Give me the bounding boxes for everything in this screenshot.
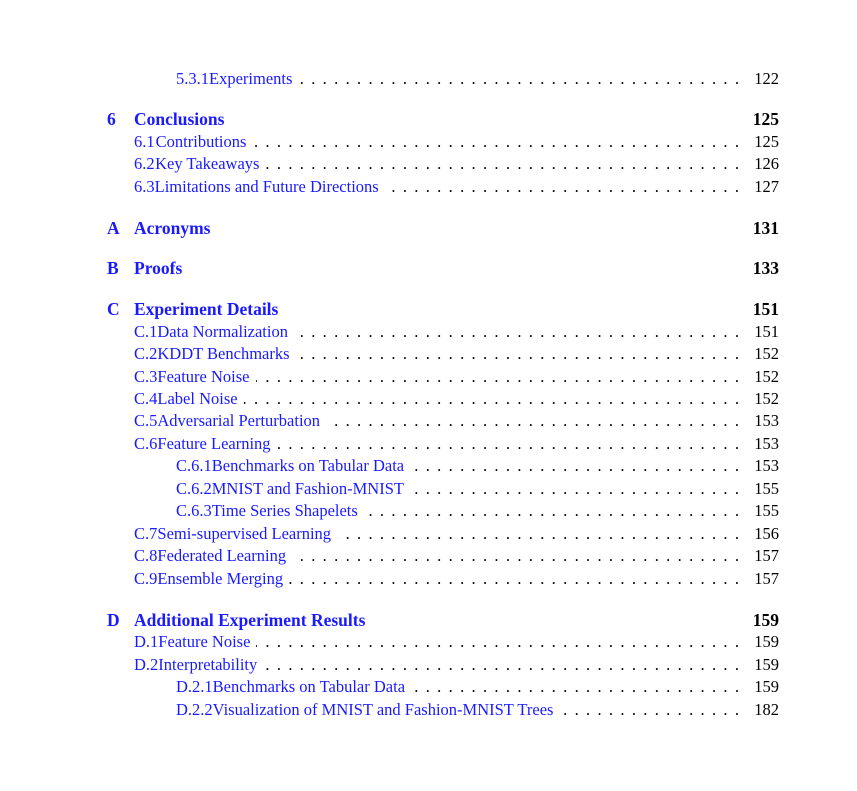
toc-entry-c-7[interactable] <box>107 524 779 546</box>
toc-entry-title[interactable]: KDDT Benchmarks <box>157 344 290 363</box>
toc-entry-page: 182 <box>754 700 779 719</box>
dot-leader <box>263 655 739 675</box>
dot-leader <box>265 154 739 174</box>
dot-leader <box>410 456 739 476</box>
toc-chapter-number: D <box>107 610 120 630</box>
dot-leader <box>411 677 739 697</box>
dot-leader <box>277 434 739 454</box>
dot-leader <box>296 344 739 364</box>
toc-entry-title[interactable]: Limitations and Future Directions <box>154 177 379 196</box>
toc-entry-page: 153 <box>754 411 779 430</box>
toc-chapter-number: B <box>107 258 119 278</box>
dot-leader <box>326 411 739 431</box>
toc-chapter-page: 133 <box>752 258 779 278</box>
toc-entry-c-3[interactable] <box>107 367 779 389</box>
toc-entry-number: C.2 <box>134 344 158 363</box>
toc-chapter-d[interactable] <box>107 610 779 632</box>
toc-chapter-b[interactable] <box>107 258 779 280</box>
toc-entry-title[interactable]: MNIST and Fashion-MNIST <box>211 479 404 498</box>
dot-leader <box>252 132 739 152</box>
toc-entry-title[interactable]: Label Noise <box>157 389 238 408</box>
toc-entry-6-3[interactable] <box>107 177 779 199</box>
toc-entry-c-6-3[interactable] <box>107 501 779 523</box>
toc-entry-page: 157 <box>754 569 779 588</box>
toc-entry-d-2-2[interactable] <box>107 700 779 722</box>
toc-entry-page: 157 <box>754 546 779 565</box>
toc-entry-number: 5.3.1 <box>176 69 209 88</box>
toc-entry-number: C.3 <box>134 367 158 386</box>
toc-entry-c-5[interactable] <box>107 411 779 433</box>
toc-entry-title[interactable]: Feature Noise <box>158 632 251 651</box>
toc-entry-c-1[interactable] <box>107 322 779 344</box>
toc-entry-title[interactable]: Ensemble Merging <box>157 569 284 588</box>
toc-entry-page: 159 <box>754 655 779 674</box>
toc-entry-page: 152 <box>754 344 779 363</box>
toc-entry-number: D.2 <box>134 655 159 674</box>
toc-chapter-number: C <box>107 299 120 319</box>
toc-entry-c-9[interactable] <box>107 569 779 591</box>
toc-entry-title[interactable]: Feature Noise <box>157 367 250 386</box>
dot-leader <box>385 177 739 197</box>
toc-entry-number: C.1 <box>134 322 158 341</box>
toc-entry-number: C.8 <box>134 546 158 565</box>
toc-entry-page: 155 <box>754 479 779 498</box>
dot-leader <box>256 367 740 387</box>
toc-entry-title[interactable]: Contributions <box>155 132 247 151</box>
toc-entry-page: 156 <box>754 524 779 543</box>
toc-chapter-number: 6 <box>107 109 116 129</box>
toc-entry-number: C.9 <box>134 569 158 588</box>
toc-entry-title[interactable]: Benchmarks on Tabular Data <box>212 677 406 696</box>
toc-entry-c-6-1[interactable] <box>107 456 779 478</box>
dot-leader <box>364 501 739 521</box>
toc-entry-page: 151 <box>754 322 779 341</box>
dot-leader <box>244 389 739 409</box>
toc-entry-number: D.2.2 <box>176 700 213 719</box>
toc-entry-6-1[interactable] <box>107 132 779 154</box>
dot-leader <box>256 632 739 652</box>
toc-chapter-title[interactable]: Acronyms <box>134 218 211 238</box>
dot-leader <box>292 546 739 566</box>
dot-leader <box>298 69 739 89</box>
toc-entry-page: 126 <box>754 154 779 173</box>
toc-chapter-page: 131 <box>752 218 779 238</box>
toc-entry-title[interactable]: Experiments <box>209 69 293 88</box>
toc-chapter-title[interactable]: Conclusions <box>134 109 225 129</box>
toc-entry-number: C.7 <box>134 524 158 543</box>
toc-chapter-6[interactable] <box>107 109 779 131</box>
toc-entry-number: 6.2 <box>134 154 155 173</box>
toc-chapter-page: 151 <box>752 299 779 319</box>
toc-entry-number: C.6.1 <box>176 456 212 475</box>
dot-leader <box>337 524 739 544</box>
toc-entry-title[interactable]: Data Normalization <box>157 322 288 341</box>
toc-entry-c-4[interactable] <box>107 389 779 411</box>
toc-entry-number: C.6 <box>134 434 158 453</box>
dot-leader <box>289 569 739 589</box>
toc-entry-page: 159 <box>754 632 779 651</box>
toc-entry-title[interactable]: Benchmarks on Tabular Data <box>211 456 405 475</box>
toc-entry-number: 6.1 <box>134 132 155 151</box>
toc-entry-number: C.6.3 <box>176 501 212 520</box>
toc-entry-page: 125 <box>754 132 779 151</box>
toc-entry-5-3-1[interactable] <box>107 69 779 91</box>
toc-entry-title[interactable]: Semi-supervised Learning <box>157 524 332 543</box>
toc-entry-number: C.5 <box>134 411 158 430</box>
dot-leader <box>410 479 739 499</box>
toc-entry-title[interactable]: Federated Learning <box>157 546 287 565</box>
toc-entry-number: C.4 <box>134 389 158 408</box>
toc-entry-page: 122 <box>754 69 779 88</box>
toc-entry-title[interactable]: Key Takeaways <box>155 154 260 173</box>
toc-entry-page: 155 <box>754 501 779 520</box>
toc-entry-6-2[interactable] <box>107 154 779 176</box>
toc-entry-page: 127 <box>754 177 779 196</box>
toc-entry-title[interactable]: Interpretability <box>158 655 258 674</box>
toc-entry-number: 6.3 <box>134 177 155 196</box>
toc-entry-c-6-2[interactable] <box>107 479 779 501</box>
toc-entry-page: 152 <box>754 389 779 408</box>
toc-entry-number: D.1 <box>134 632 159 651</box>
toc-entry-title[interactable]: Adversarial Perturbation <box>157 411 321 430</box>
toc-entry-title[interactable]: Visualization of MNIST and Fashion-MNIST Trees <box>212 700 554 719</box>
toc-entry-page: 153 <box>754 456 779 475</box>
toc-chapter-page: 125 <box>752 109 779 129</box>
toc-chapter-number: A <box>107 218 120 238</box>
dot-leader <box>559 700 739 720</box>
toc-entry-page: 159 <box>754 677 779 696</box>
toc-entry-d-1[interactable] <box>107 632 779 654</box>
toc-entry-c-2[interactable] <box>107 344 779 366</box>
toc-chapter-c[interactable] <box>107 299 779 321</box>
toc-chapter-title[interactable]: Additional Experiment Results <box>134 610 366 630</box>
toc-chapter-a[interactable] <box>107 218 779 240</box>
toc-entry-d-2-1[interactable] <box>107 677 779 699</box>
toc-entry-number: D.2.1 <box>176 677 213 696</box>
toc-entry-c-6[interactable] <box>107 434 779 456</box>
toc-chapter-title[interactable]: Experiment Details <box>134 299 279 319</box>
dot-leader <box>294 322 739 342</box>
toc-entry-page: 153 <box>754 434 779 453</box>
toc-entry-title[interactable]: Time Series Shapelets <box>211 501 358 520</box>
toc-entry-d-2[interactable] <box>107 655 779 677</box>
toc-chapter-title[interactable]: Proofs <box>134 258 183 278</box>
toc-entry-number: C.6.2 <box>176 479 212 498</box>
toc-entry-title[interactable]: Feature Learning <box>157 434 271 453</box>
toc-entry-page: 152 <box>754 367 779 386</box>
toc-entry-c-8[interactable] <box>107 546 779 568</box>
toc-chapter-page: 159 <box>752 610 779 630</box>
